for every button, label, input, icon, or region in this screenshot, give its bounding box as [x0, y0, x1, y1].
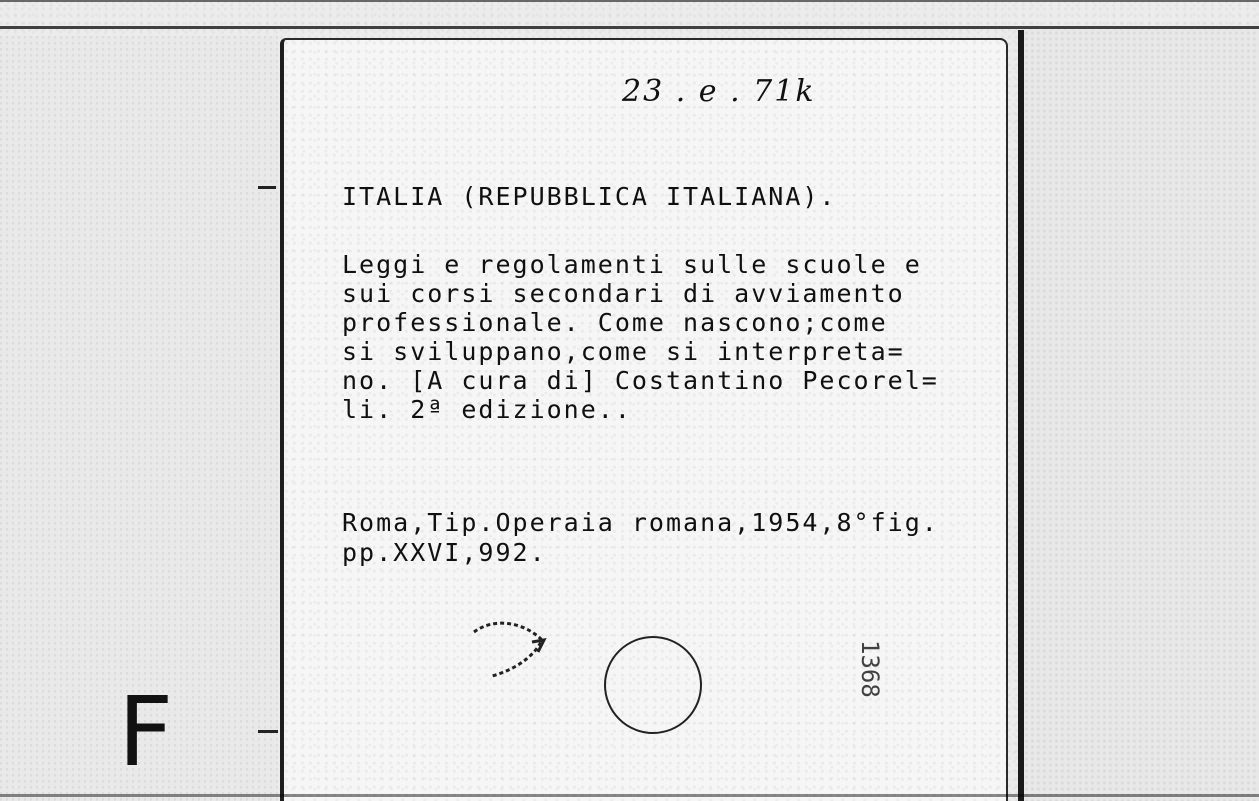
stamp-number: 1368	[856, 640, 884, 698]
imprint-line: Roma,Tip.Operaia romana,1954,8°fig.	[342, 508, 939, 537]
description-line: si sviluppano,come si interpreta=	[342, 337, 905, 366]
bottom-card-edge	[0, 790, 1259, 801]
imprint-line: pp.XXVI,992.	[342, 538, 547, 567]
scribble-mark-icon	[464, 612, 554, 682]
left-adjacent-card	[0, 36, 278, 801]
top-card-edge	[0, 0, 1259, 12]
library-stamp-circle	[604, 636, 702, 734]
right-adjacent-card	[1018, 30, 1259, 801]
description-line: no. [A cura di] Costantino Pecorel=	[342, 366, 939, 395]
left-tick-mark	[258, 186, 276, 189]
shelfmark: 23 . e . 71k	[622, 74, 816, 109]
catalog-card	[280, 38, 1008, 801]
description-line: professionale. Come nascono;come	[342, 308, 888, 337]
description-line: li. 2ª edizione..	[342, 395, 632, 424]
top-divider-line	[0, 26, 1259, 29]
card-description	[342, 250, 939, 424]
card-heading: ITALIA (REPUBBLICA ITALIANA).	[342, 182, 837, 211]
description-line: sui corsi secondari di avviamento	[342, 279, 905, 308]
left-tick-mark-lower	[258, 730, 278, 733]
left-card-letter: F	[118, 676, 174, 788]
description-line: Leggi e regolamenti sulle scuole e	[342, 250, 922, 279]
card-imprint	[342, 508, 939, 568]
